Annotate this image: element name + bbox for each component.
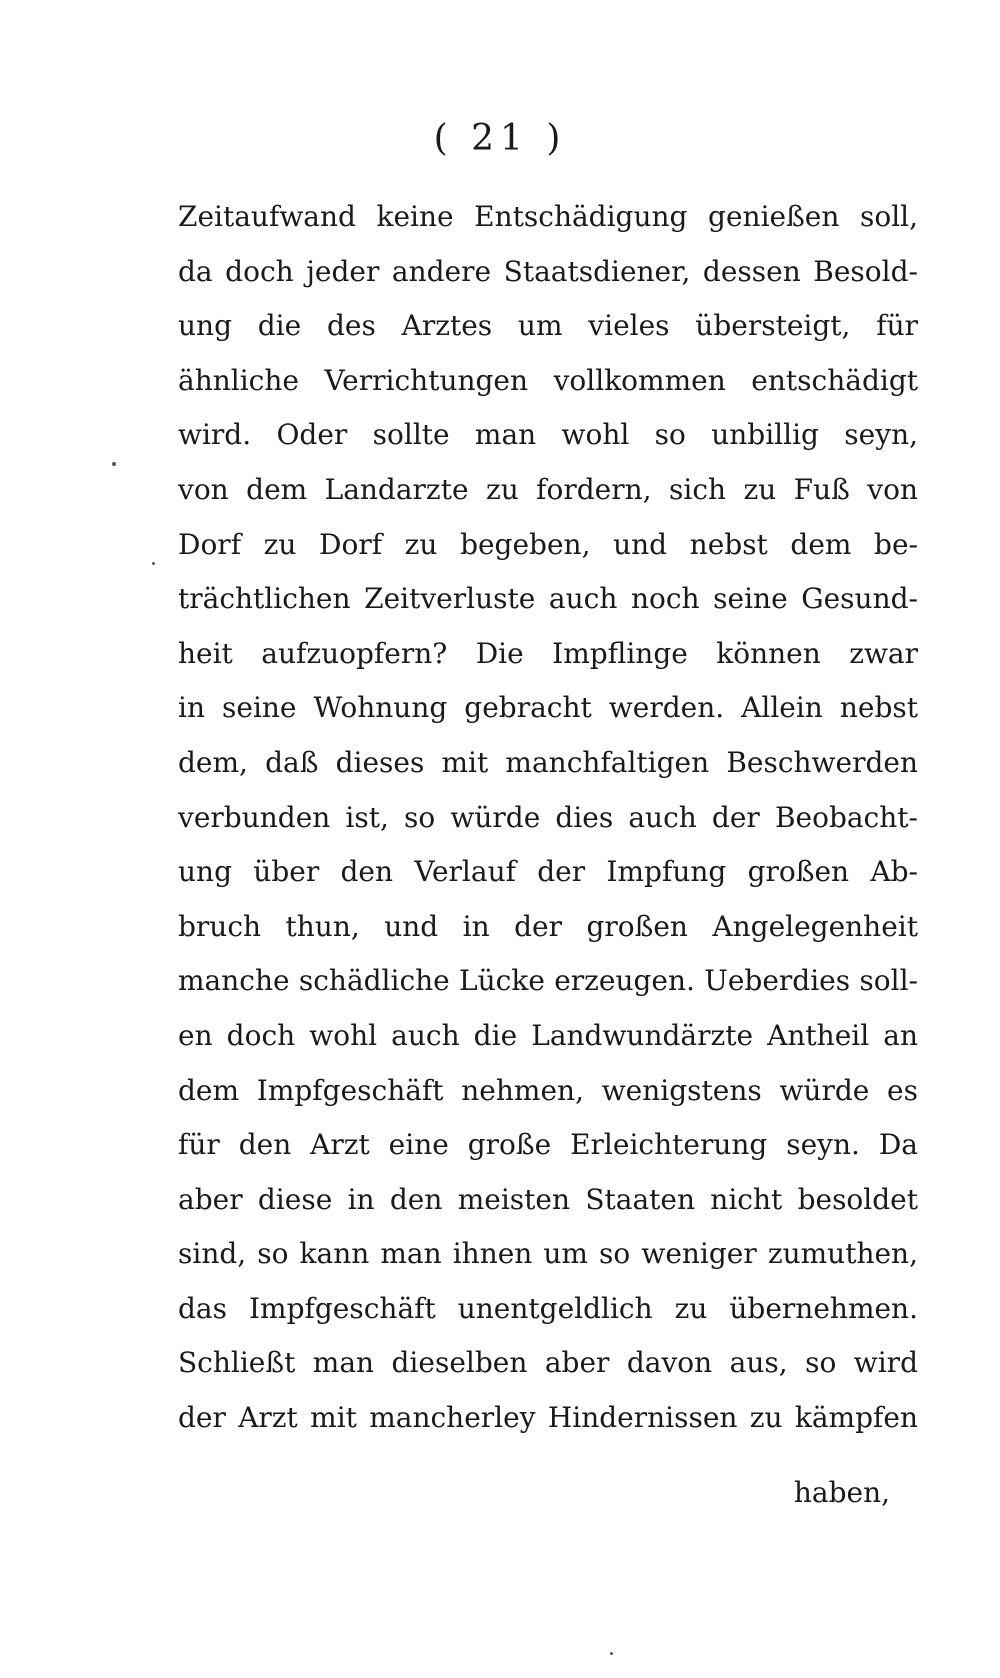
page-number: ( 21 ): [433, 118, 567, 159]
paper-speck: [112, 462, 116, 466]
text-line: das Impfgeschäft unentgeldlich zu übernehmen.: [178, 1291, 918, 1325]
text-line: wird. Oder sollte man wohl so unbillig seyn,: [178, 418, 918, 452]
text-line: in seine Wohnung gebracht werden. Allein nebst: [178, 691, 918, 725]
text-line: aber diese in den meisten Staaten nicht besoldet: [178, 1182, 918, 1216]
text-line: ung über den Verlauf der Impfung großen Ab-: [178, 855, 918, 889]
text-line: sind, so kann man ihnen um so weniger zumuthen,: [178, 1237, 918, 1271]
text-line: für den Arzt eine große Erleichterung seyn. Da: [178, 1128, 918, 1162]
text-line: Dorf zu Dorf zu begeben, und nebst dem be-: [178, 527, 918, 561]
text-line: bruch thun, und in der großen Angelegenheit: [178, 909, 918, 943]
text-line: ung die des Arztes um vieles übersteigt, für: [178, 309, 918, 343]
body-text: [178, 190, 918, 1446]
text-line: heit aufzuopfern? Die Impflinge können zwar: [178, 636, 918, 670]
text-line: verbunden ist, so würde dies auch der Beobacht-: [178, 800, 918, 834]
text-line: trächtlichen Zeitverluste auch noch seine Gesund-: [178, 582, 918, 616]
text-line: dem Impfgeschäft nehmen, wenigstens würde es: [178, 1073, 918, 1107]
text-line: en doch wohl auch die Landwundärzte Antheil an: [178, 1018, 918, 1052]
catchword: haben,: [793, 1476, 890, 1509]
text-line: der Arzt mit mancherley Hindernissen zu kämpfen: [178, 1401, 918, 1435]
text-line: Zeitaufwand keine Entschädigung genießen soll,: [178, 200, 918, 233]
text-line: da doch jeder andere Staatsdiener, dessen Besold-: [178, 254, 918, 288]
text-line: manche schädliche Lücke erzeugen. Ueberdies soll-: [178, 964, 918, 998]
text-line: von dem Landarzte zu fordern, sich zu Fuß von: [178, 472, 918, 506]
paper-speck: [152, 562, 155, 565]
text-line: Schließt man dieselben aber davon aus, so wird: [178, 1346, 918, 1380]
text-line: ähnliche Verrichtungen vollkommen entschädigt: [178, 363, 918, 397]
paper-speck: [610, 1652, 613, 1655]
text-line: dem, daß dieses mit manchfaltigen Beschwerden: [178, 745, 918, 779]
